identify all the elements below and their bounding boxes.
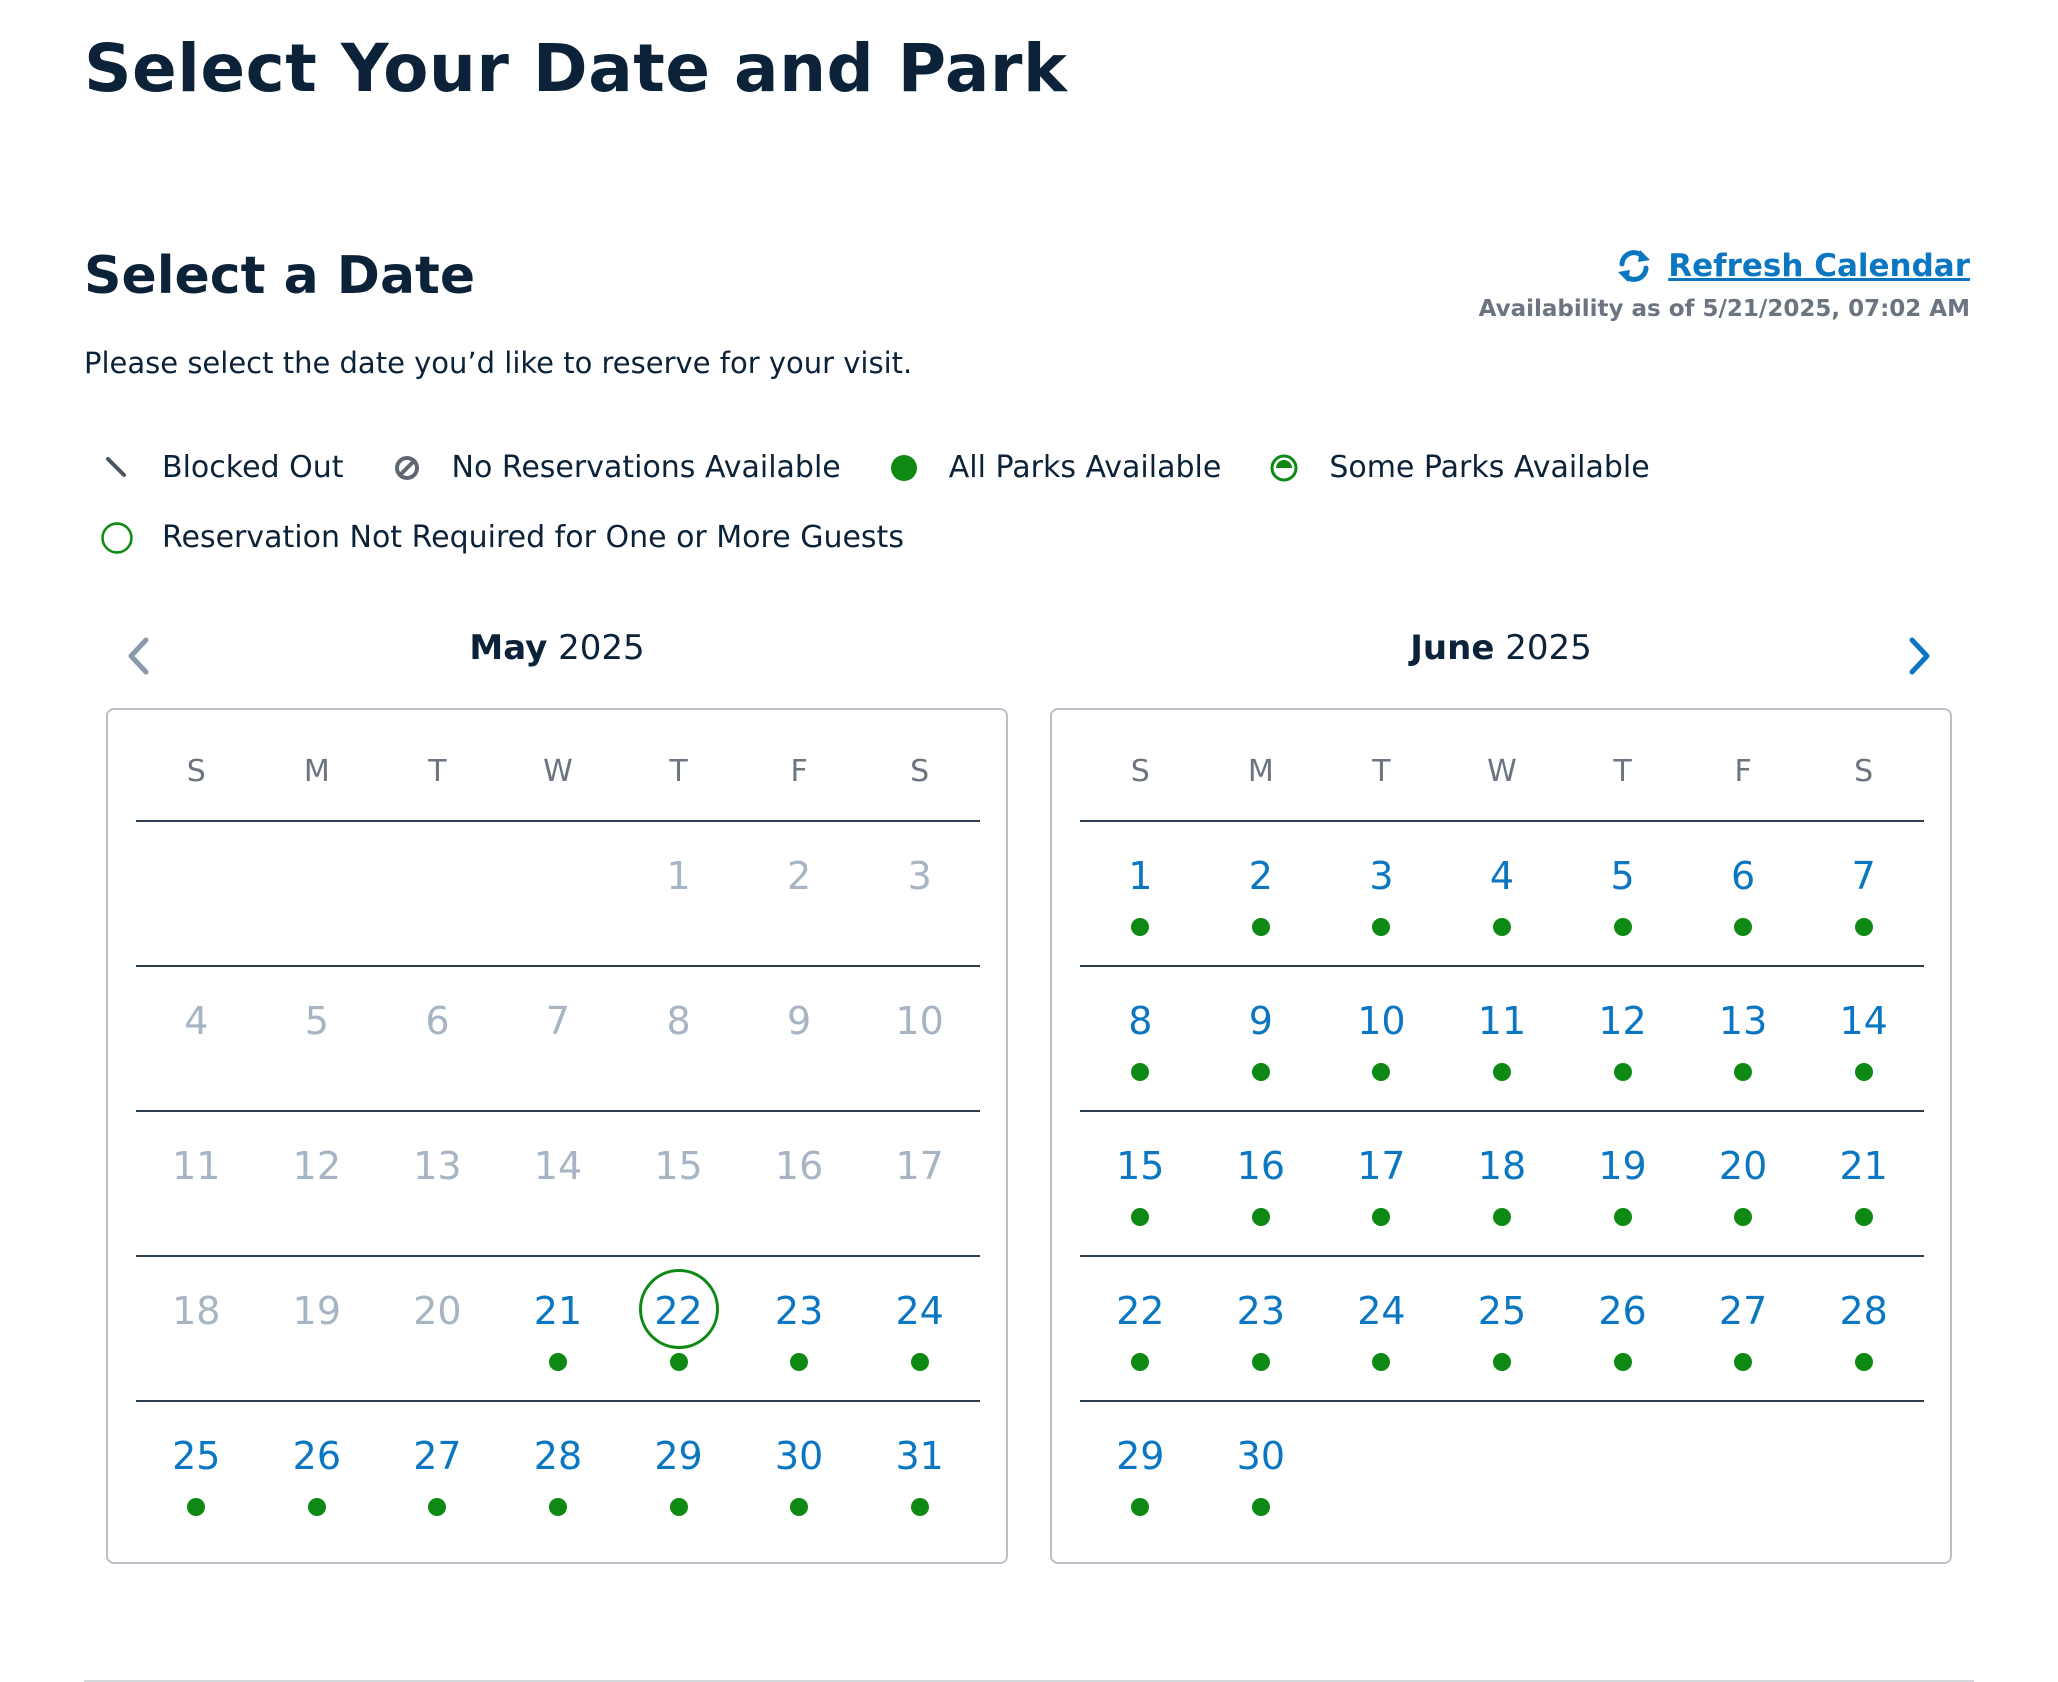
- all-parks-available-icon: [1614, 1063, 1632, 1081]
- calendar-day[interactable]: [1442, 1112, 1563, 1255]
- day-number: 17: [1357, 1144, 1406, 1188]
- calendar-day[interactable]: [1562, 822, 1683, 965]
- day-number: 9: [787, 999, 812, 1043]
- calendar-day[interactable]: [1080, 1257, 1201, 1400]
- calendar-empty-cell: [1803, 1402, 1924, 1547]
- calendar-empty-cell: [1442, 1402, 1563, 1547]
- day-number: 30: [774, 1434, 824, 1478]
- calendar-day[interactable]: [1562, 1257, 1683, 1400]
- calendar-day[interactable]: [1201, 822, 1322, 965]
- all-parks-available-icon: [1372, 1208, 1390, 1226]
- weekday-header-row: [136, 710, 980, 822]
- day-number: 25: [1477, 1289, 1527, 1333]
- calendar-week-row: [1080, 967, 1924, 1112]
- day-number: 26: [292, 1434, 342, 1478]
- day-number: 15: [654, 1144, 703, 1188]
- day-number: 16: [774, 1144, 824, 1188]
- day-number: 12: [292, 1144, 342, 1188]
- calendar-day[interactable]: [1201, 1112, 1322, 1255]
- month-name: June: [1410, 628, 1495, 668]
- all-parks-available-icon: [308, 1498, 326, 1516]
- all-parks-available-icon: [187, 1498, 205, 1516]
- all-parks-available-icon: [1131, 1353, 1149, 1371]
- day-number: 25: [172, 1434, 221, 1478]
- calendar-week-row: [136, 822, 980, 967]
- day-number: 19: [1598, 1144, 1647, 1188]
- calendar-empty-cell: [498, 822, 619, 965]
- day-number: 13: [413, 1144, 462, 1188]
- weekday-label: M: [303, 754, 330, 789]
- calendar-day[interactable]: [136, 1402, 257, 1547]
- calendar-empty-cell: [1562, 1402, 1683, 1547]
- calendar-day[interactable]: [739, 1257, 860, 1400]
- weekday-label: F: [790, 754, 808, 789]
- legend-all-parks: [887, 450, 1222, 485]
- calendar-day[interactable]: [1683, 1112, 1804, 1255]
- day-number: 28: [533, 1434, 583, 1478]
- all-parks-available-icon: [670, 1498, 688, 1516]
- day-number: 18: [1477, 1144, 1527, 1188]
- calendar-grid: [1080, 710, 1924, 1547]
- day-number: 5: [1610, 854, 1635, 898]
- calendar-day: [136, 1257, 257, 1400]
- legend-label: Some Parks Available: [1329, 450, 1650, 485]
- day-number: 22: [654, 1289, 703, 1333]
- day-number: 14: [533, 1144, 583, 1188]
- calendar-day[interactable]: [1803, 1112, 1924, 1255]
- all-parks-available-icon: [1252, 1353, 1270, 1371]
- day-number: 6: [1731, 854, 1756, 898]
- weekday-label: T: [669, 754, 688, 789]
- weekday-label: M: [1247, 754, 1274, 789]
- legend-no-reservations: [390, 450, 841, 485]
- calendar-day: [859, 822, 980, 965]
- day-number: 27: [1718, 1289, 1768, 1333]
- day-number: 1: [1128, 854, 1153, 898]
- calendar-day[interactable]: [1442, 822, 1563, 965]
- all-parks-available-icon: [790, 1353, 808, 1371]
- calendar-day: [618, 1112, 739, 1255]
- calendar-day: [136, 1112, 257, 1255]
- all-parks-available-icon: [1131, 1208, 1149, 1226]
- calendar-day: [136, 967, 257, 1110]
- weekday-label: W: [1487, 754, 1517, 789]
- calendar-day[interactable]: [739, 1402, 860, 1547]
- weekday-label: T: [428, 754, 447, 789]
- calendar-grid: [136, 710, 980, 1547]
- day-number: 7: [545, 999, 571, 1043]
- day-number: 5: [304, 999, 329, 1043]
- all-parks-available-icon: [1855, 918, 1873, 936]
- day-number: 10: [1357, 999, 1406, 1043]
- calendar-week-row: [1080, 1257, 1924, 1402]
- day-number: 4: [184, 999, 209, 1043]
- calendar-day[interactable]: [1803, 967, 1924, 1110]
- all-parks-available-icon: [1131, 1498, 1149, 1516]
- all-parks-available-icon: [549, 1498, 567, 1516]
- day-number: 26: [1598, 1289, 1647, 1333]
- calendar-day: [739, 1112, 860, 1255]
- availability-timestamp: Availability as of 5/21/2025, 07:02 AM: [1478, 296, 1970, 322]
- day-number: 15: [1116, 1144, 1165, 1188]
- calendar-empty-cell: [136, 822, 257, 965]
- calendar-day[interactable]: [1321, 1112, 1442, 1255]
- calendar-day: [498, 1112, 619, 1255]
- calendar-empty-cell: [257, 822, 378, 965]
- day-number: 6: [425, 999, 450, 1043]
- legend-label: No Reservations Available: [451, 450, 841, 485]
- weekday-label: T: [1613, 754, 1632, 789]
- calendar-day[interactable]: [498, 1257, 619, 1400]
- weekday-label: S: [910, 754, 930, 789]
- all-parks-available-icon: [1372, 918, 1390, 936]
- chevron-right-icon: [1908, 637, 1932, 675]
- all-parks-available-icon: [1734, 1353, 1752, 1371]
- calendar-day: [377, 1257, 498, 1400]
- all-parks-available-icon: [1855, 1353, 1873, 1371]
- all-parks-available-icon: [1131, 918, 1149, 936]
- calendar-day[interactable]: [1321, 1257, 1442, 1400]
- all-parks-available-icon: [1252, 1063, 1270, 1081]
- legend-label: Blocked Out: [162, 450, 344, 485]
- day-number: 12: [1598, 999, 1647, 1043]
- all-parks-available-icon: [1252, 918, 1270, 936]
- all-parks-available-icon: [1493, 918, 1511, 936]
- all-parks-available-icon: [1252, 1498, 1270, 1516]
- day-number: 23: [1236, 1289, 1286, 1333]
- all-parks-available-icon: [1372, 1063, 1390, 1081]
- calendar-day[interactable]: [498, 1402, 619, 1547]
- weekday-label: S: [1130, 754, 1150, 789]
- day-number: 28: [1839, 1289, 1888, 1333]
- calendar-day: [257, 1112, 378, 1255]
- calendar-day[interactable]: [377, 1402, 498, 1547]
- calendar-week-row: [1080, 1402, 1924, 1547]
- calendar-day[interactable]: [1080, 1112, 1201, 1255]
- all-parks-available-icon: [1855, 1063, 1873, 1081]
- day-number: 11: [172, 1144, 221, 1188]
- calendar-day[interactable]: [1683, 967, 1804, 1110]
- calendar-day: [377, 1112, 498, 1255]
- calendar-day[interactable]: [1080, 1402, 1201, 1547]
- day-number: 22: [1116, 1289, 1165, 1333]
- legend-label: All Parks Available: [948, 450, 1222, 485]
- day-number: 21: [533, 1289, 583, 1333]
- all-parks-available-icon: [1493, 1208, 1511, 1226]
- calendar-day[interactable]: [618, 1402, 739, 1547]
- calendar-day: [377, 967, 498, 1110]
- calendar-june: [1050, 708, 1952, 1564]
- calendar-week-row: [1080, 1112, 1924, 1257]
- calendar-day: [859, 1112, 980, 1255]
- all-parks-available-icon: [1734, 1208, 1752, 1226]
- calendar-day[interactable]: [1080, 967, 1201, 1110]
- refresh-calendar-link[interactable]: [1614, 246, 1970, 286]
- day-number: 21: [1839, 1144, 1888, 1188]
- calendar-day: [257, 967, 378, 1110]
- legend-some-parks: [1267, 450, 1649, 485]
- all-parks-available-icon: [911, 1353, 929, 1371]
- day-number: 11: [1477, 999, 1527, 1043]
- day-number: 30: [1236, 1434, 1286, 1478]
- all-parks-available-icon: [1614, 1208, 1632, 1226]
- all-parks-available-icon: [428, 1498, 446, 1516]
- month-year: 2025: [558, 628, 645, 668]
- calendar-day: [859, 967, 980, 1110]
- day-number: 10: [895, 999, 944, 1043]
- refresh-calendar-label: Refresh Calendar: [1668, 248, 1970, 284]
- day-number: 3: [1369, 854, 1394, 898]
- calendar-empty-cell: [1683, 1402, 1804, 1547]
- legend-label: Reservation Not Required for One or More Guests: [162, 520, 904, 555]
- day-number: 23: [774, 1289, 824, 1333]
- calendar-empty-cell: [1321, 1402, 1442, 1547]
- day-number: 18: [172, 1289, 221, 1333]
- some-parks-available-icon: [1267, 451, 1301, 485]
- all-parks-available-icon: [1372, 1353, 1390, 1371]
- day-number: 16: [1236, 1144, 1286, 1188]
- weekday-label: T: [1372, 754, 1391, 789]
- day-number: 27: [413, 1434, 462, 1478]
- calendar-week-row: [136, 1402, 980, 1547]
- day-number: 2: [787, 854, 812, 898]
- all-parks-available-icon: [549, 1353, 567, 1371]
- calendar-may: [106, 708, 1008, 1564]
- calendar-day[interactable]: [1442, 967, 1563, 1110]
- instructions-text: Please select the date you’d like to reserve for your visit.: [84, 346, 913, 380]
- day-number: 17: [895, 1144, 944, 1188]
- day-number: 2: [1248, 854, 1273, 898]
- calendar-day: [739, 967, 860, 1110]
- weekday-header-row: [1080, 710, 1924, 822]
- month-header: [1050, 628, 1952, 668]
- calendar-day[interactable]: [1321, 967, 1442, 1110]
- calendar-day: [739, 822, 860, 965]
- calendar-week-row: [136, 1257, 980, 1402]
- no-reservations-icon: [390, 451, 424, 485]
- all-parks-available-icon: [1493, 1063, 1511, 1081]
- day-number: 20: [413, 1289, 462, 1333]
- refresh-icon: [1614, 246, 1654, 286]
- day-number: 20: [1718, 1144, 1768, 1188]
- legend-row: [100, 520, 950, 555]
- all-parks-available-icon: [887, 451, 921, 485]
- all-parks-available-icon: [1614, 918, 1632, 936]
- all-parks-available-icon: [911, 1498, 929, 1516]
- all-parks-available-icon: [1252, 1208, 1270, 1226]
- legend-not-required: [100, 520, 904, 555]
- calendar-day[interactable]: [1080, 822, 1201, 965]
- calendar-week-row: [136, 1112, 980, 1257]
- calendar-day-selected[interactable]: [618, 1257, 739, 1400]
- day-number: 9: [1248, 999, 1273, 1043]
- calendar-day[interactable]: [1201, 1257, 1322, 1400]
- day-number: 13: [1718, 999, 1768, 1043]
- legend-row: [100, 450, 1696, 485]
- month-name: May: [469, 628, 548, 668]
- calendar-day[interactable]: [1321, 822, 1442, 965]
- all-parks-available-icon: [1614, 1353, 1632, 1371]
- day-number: 8: [666, 999, 691, 1043]
- calendar-week-row: [1080, 822, 1924, 967]
- all-parks-available-icon: [1855, 1208, 1873, 1226]
- calendar-day[interactable]: [1562, 1112, 1683, 1255]
- calendar-day[interactable]: [859, 1257, 980, 1400]
- day-number: 31: [895, 1434, 944, 1478]
- calendar-day[interactable]: [1803, 1257, 1924, 1400]
- blocked-out-icon: [100, 451, 134, 485]
- section-title: Select a Date: [84, 246, 476, 306]
- weekday-label: S: [186, 754, 206, 789]
- month-year: 2025: [1505, 628, 1592, 668]
- reservation-not-required-icon: [100, 521, 134, 555]
- day-number: 29: [1116, 1434, 1165, 1478]
- calendar-day: [257, 1257, 378, 1400]
- day-number: 14: [1839, 999, 1888, 1043]
- calendar-day: [618, 967, 739, 1110]
- day-number: 4: [1489, 854, 1515, 898]
- day-number: 24: [895, 1289, 944, 1333]
- calendar-day[interactable]: [1201, 967, 1322, 1110]
- legend-blocked-out: [100, 450, 344, 485]
- calendar-empty-cell: [377, 822, 498, 965]
- all-parks-available-icon: [1734, 918, 1752, 936]
- page-title: Select Your Date and Park: [84, 30, 1068, 107]
- all-parks-available-icon: [1493, 1353, 1511, 1371]
- calendar-day: [498, 967, 619, 1110]
- next-month-button[interactable]: [1900, 634, 1940, 678]
- all-parks-available-icon: [1734, 1063, 1752, 1081]
- calendar-day[interactable]: [257, 1402, 378, 1547]
- calendar-day: [618, 822, 739, 965]
- weekday-label: S: [1854, 754, 1874, 789]
- day-number: 8: [1128, 999, 1153, 1043]
- calendar-day[interactable]: [1201, 1402, 1322, 1547]
- day-number: 29: [654, 1434, 703, 1478]
- all-parks-available-icon: [670, 1353, 688, 1371]
- day-number: 3: [907, 854, 932, 898]
- calendar-day[interactable]: [1442, 1257, 1563, 1400]
- month-header: [106, 628, 1008, 668]
- day-number: 1: [666, 854, 691, 898]
- day-number: 19: [292, 1289, 342, 1333]
- all-parks-available-icon: [1131, 1063, 1149, 1081]
- calendar-day[interactable]: [859, 1402, 980, 1547]
- calendar-day[interactable]: [1562, 967, 1683, 1110]
- all-parks-available-icon: [790, 1498, 808, 1516]
- calendar-week-row: [136, 967, 980, 1112]
- calendar-day[interactable]: [1683, 1257, 1804, 1400]
- weekday-label: W: [543, 754, 573, 789]
- calendar-day[interactable]: [1803, 822, 1924, 965]
- day-number: 24: [1357, 1289, 1406, 1333]
- day-number: 7: [1851, 854, 1876, 898]
- weekday-label: F: [1734, 754, 1752, 789]
- calendar-day[interactable]: [1683, 822, 1804, 965]
